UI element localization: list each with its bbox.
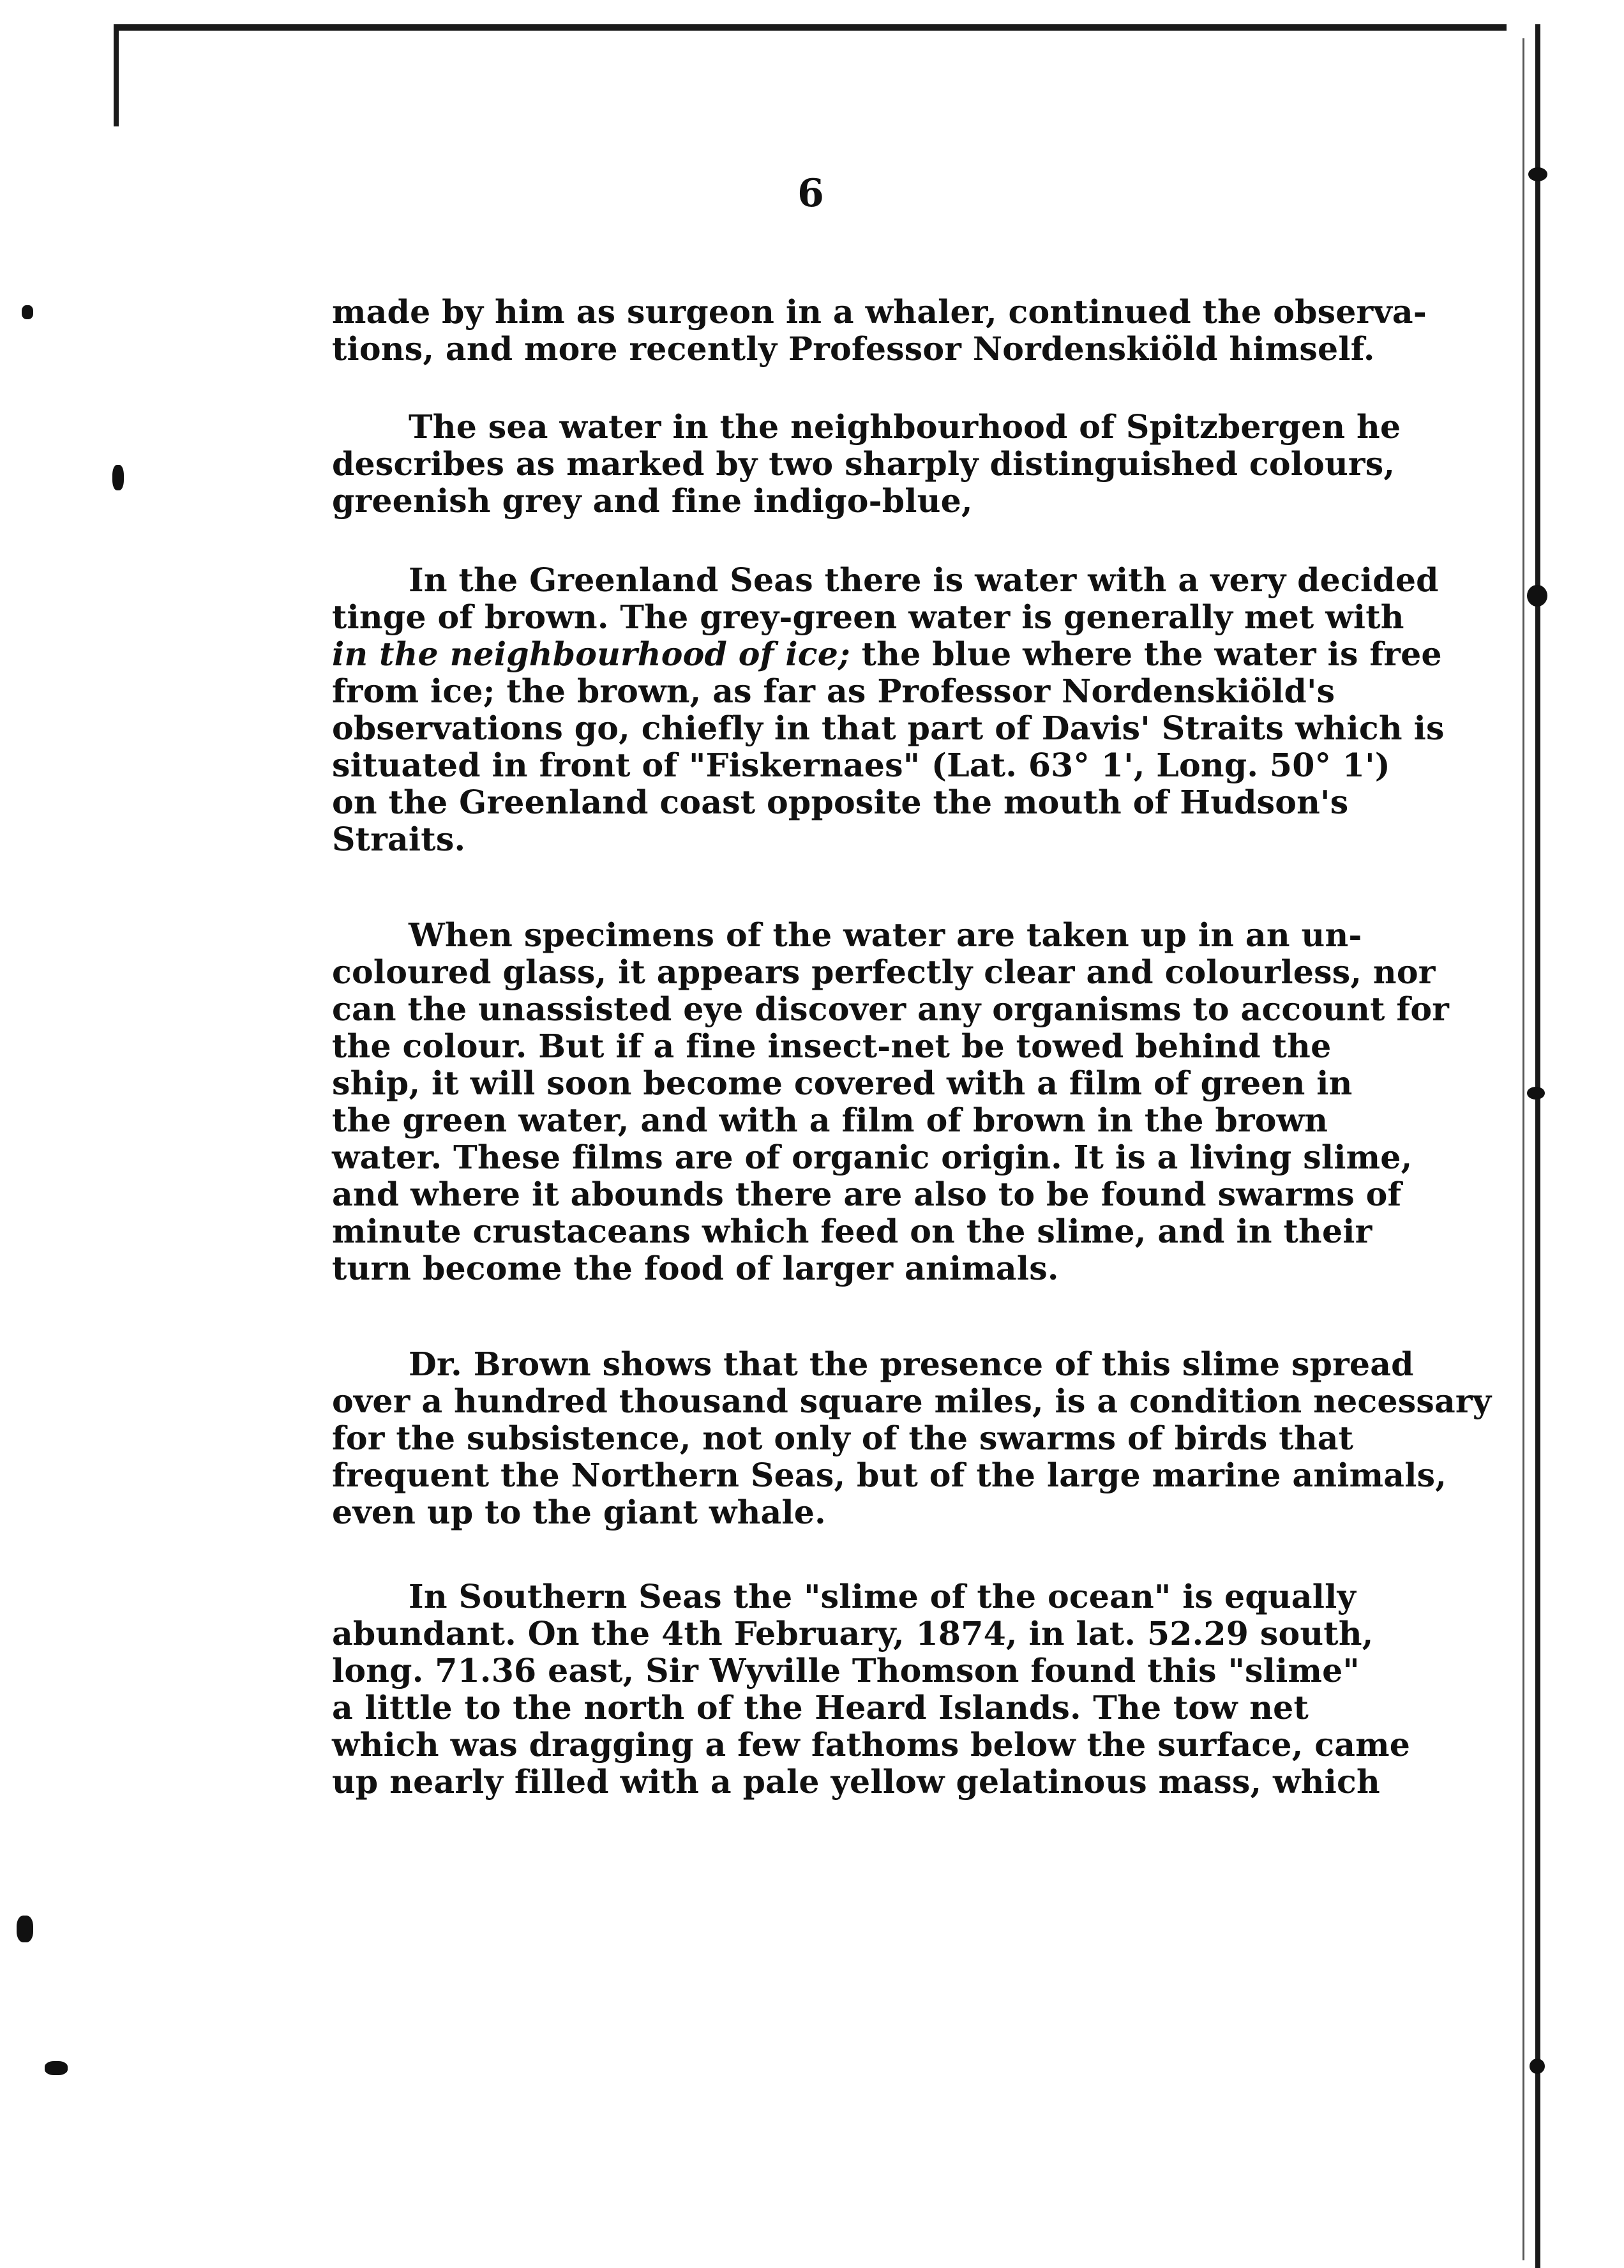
text-line: In the Greenland Seas there is water with a very decided: [409, 561, 1439, 599]
text-line: water. These films are of organic origin. It is a living slime,: [332, 1138, 1413, 1176]
paragraph-1: [332, 293, 1427, 368]
text-line: for the subsistence, not only of the swarms of birds that: [332, 1419, 1354, 1457]
italic-phrase: in the neighbourhood of ice;: [332, 635, 850, 673]
text-line: the colour. But if a fine insect-net be towed behind the: [332, 1027, 1332, 1065]
text-line: Dr. Brown shows that the presence of this slime spread: [409, 1345, 1414, 1383]
text-line: a little to the north of the Heard Islands. The tow net: [332, 1689, 1309, 1727]
page-edge-right-inner: [1522, 38, 1524, 2260]
text-line: tions, and more recently Professor Nordenskiöld himself.: [332, 330, 1375, 368]
scan-mark: [1527, 585, 1547, 607]
text-line: over a hundred thousand square miles, is a condition necessary: [332, 1382, 1492, 1420]
text-line: frequent the Northern Seas, but of the large marine animals,: [332, 1456, 1447, 1494]
paragraph-3: [332, 561, 1445, 858]
text-line: The sea water in the neighbourhood of Spitzbergen he: [409, 408, 1401, 446]
text-line: turn become the food of larger animals.: [332, 1250, 1059, 1287]
page-edge-right: [1535, 24, 1540, 2268]
scan-mark: [45, 2061, 68, 2075]
text-line: which was dragging a few fathoms below the surface, came: [332, 1726, 1411, 1764]
paragraph-5: [332, 1345, 1492, 1531]
text-line: In Southern Seas the "slime of the ocean" is equally: [409, 1578, 1357, 1615]
text-line: coloured glass, it appears perfectly clear and colourless, nor: [332, 953, 1436, 991]
scan-mark: [1527, 1087, 1545, 1100]
text-line: situated in front of "Fiskernaes" (Lat. 63° 1', Long. 50° 1'): [332, 746, 1390, 784]
paragraph-6: [332, 1578, 1411, 1801]
text-line: on the Greenland coast opposite the mouth of Hudson's: [332, 783, 1349, 821]
text-line: When specimens of the water are taken up in an un-: [409, 916, 1362, 954]
text-line: tinge of brown. The grey-green water is generally met with: [332, 598, 1404, 636]
text-line: the green water, and with a film of brown in the brown: [332, 1101, 1328, 1139]
text-line: minute crustaceans which feed on the slime, and in their: [332, 1213, 1372, 1250]
paragraph-4: [332, 916, 1450, 1287]
text-line: and where it abounds there are also to be found swarms of: [332, 1176, 1402, 1213]
paragraph-2: [332, 408, 1401, 520]
text-line: even up to the giant whale.: [332, 1493, 826, 1531]
text-line: ship, it will soon become covered with a film of green in: [332, 1064, 1353, 1102]
text-line-mixed: [332, 635, 1442, 673]
text-fragment: the blue where the water is free: [850, 635, 1442, 673]
page-edge-top: [115, 24, 1507, 31]
text-line: observations go, chiefly in that part of Davis' Straits which is: [332, 709, 1445, 747]
scan-mark: [22, 305, 33, 319]
page-number: 6: [797, 171, 824, 216]
text-line: from ice; the brown, as far as Professor Nordenskiöld's: [332, 672, 1335, 710]
text-line: made by him as surgeon in a whaler, continued the observa-: [332, 293, 1427, 331]
text-line: Straits.: [332, 820, 466, 858]
page-edge-left: [114, 24, 119, 126]
scan-mark: [1530, 2059, 1545, 2074]
scan-mark: [17, 1916, 33, 1942]
scan-mark: [112, 465, 124, 490]
text-line: abundant. On the 4th February, 1874, in lat. 52.29 south,: [332, 1615, 1374, 1652]
text-line: greenish grey and fine indigo-blue,: [332, 482, 973, 520]
scan-mark: [1528, 167, 1547, 181]
text-line: long. 71.36 east, Sir Wyville Thomson found this "slime": [332, 1652, 1360, 1690]
text-line: can the unassisted eye discover any organisms to account for: [332, 990, 1450, 1028]
text-line: describes as marked by two sharply distinguished colours,: [332, 445, 1395, 483]
text-line: up nearly filled with a pale yellow gelatinous mass, which: [332, 1763, 1380, 1801]
